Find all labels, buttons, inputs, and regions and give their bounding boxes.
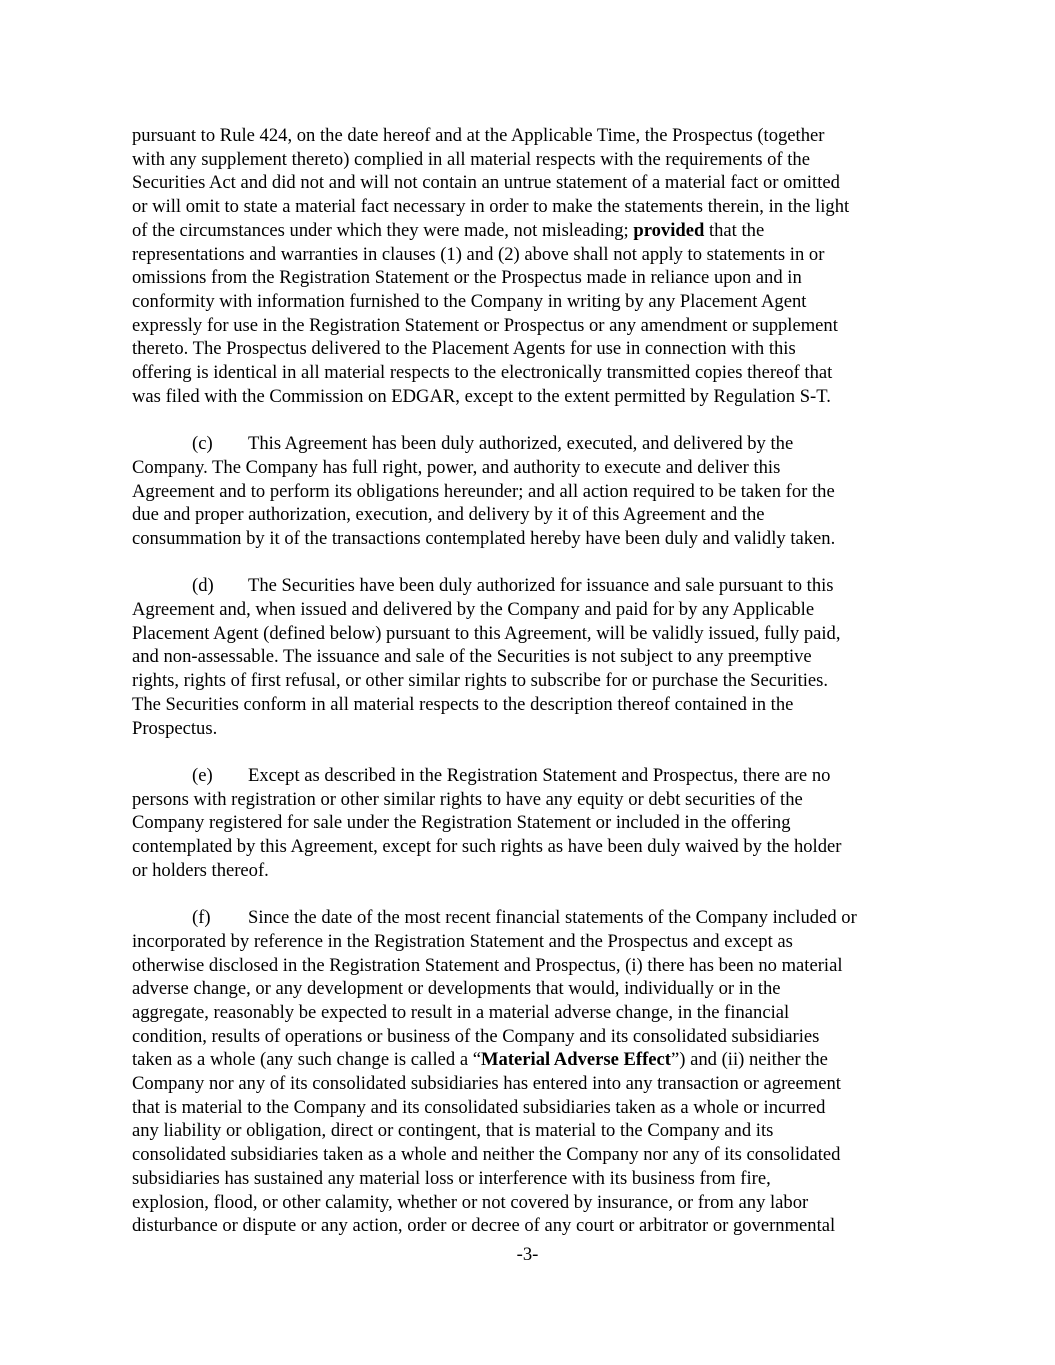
text-line: with any supplement thereto) complied in all material respects with the requirements of the bbox=[132, 148, 810, 170]
clause-label: (e) bbox=[192, 764, 213, 786]
text-line: The Securities conform in all material respects to the description thereof contained in the bbox=[132, 693, 794, 715]
text-line: contemplated by this Agreement, except for such rights as have been duly waived by the holder bbox=[132, 836, 842, 858]
text-line: incorporated by reference in the Registration Statement and the Prospectus and except as bbox=[132, 930, 793, 952]
text-line: due and proper authorization, execution, and delivery by it of this Agreement and the bbox=[132, 504, 765, 526]
text-line: Company registered for sale under the Registration Statement or included in the offering bbox=[132, 812, 791, 834]
text-line: Company. The Company has full right, power, and authority to execute and deliver this bbox=[132, 456, 781, 478]
text-line: adverse change, or any development or developments that would, individually or in the bbox=[132, 978, 781, 1000]
text-line: Securities Act and did not and will not contain an untrue statement of a material fact or omitted bbox=[132, 172, 840, 194]
text-segment: of the circumstances under which they were made, not misleading; bbox=[132, 219, 634, 241]
text-line: condition, results of operations or business of the Company and its consolidated subsidiaries bbox=[132, 1025, 820, 1047]
paragraph-d bbox=[132, 574, 932, 740]
text-segment: Except as described in the Registration Statement and Prospectus, there are no bbox=[248, 764, 831, 786]
text-line bbox=[132, 432, 932, 456]
text-line: subsidiaries has sustained any material loss or interference with its business from fire, bbox=[132, 1167, 771, 1189]
text-line: any liability or obligation, direct or contingent, that is material to the Company and its bbox=[132, 1120, 774, 1142]
text-line: pursuant to Rule 424, on the date hereof and at the Applicable Time, the Prospectus (together bbox=[132, 125, 825, 146]
text-line: thereto. The Prospectus delivered to the Placement Agents for use in connection with this bbox=[132, 338, 796, 360]
paragraph-f bbox=[132, 906, 932, 1238]
text-line: consolidated subsidiaries taken as a whole and neither the Company nor any of its consolidated bbox=[132, 1144, 841, 1166]
bold-term-material-adverse-effect: Material Adverse Effect bbox=[481, 1049, 671, 1071]
text-line: or holders thereof. bbox=[132, 859, 269, 881]
text-line: conformity with information furnished to the Company in writing by any Placement Agent bbox=[132, 290, 807, 312]
clause-label: (f) bbox=[192, 907, 211, 929]
text-segment: taken as a whole (any such change is called a “ bbox=[132, 1049, 481, 1071]
text-line bbox=[132, 906, 932, 930]
text-segment: This Agreement has been duly authorized, executed, and delivered by the bbox=[248, 433, 794, 455]
paragraph-b-continuation bbox=[132, 124, 932, 408]
page-number: -3- bbox=[516, 1244, 539, 1265]
text-line: was filed with the Commission on EDGAR, except to the extent permitted by Regulation S-T. bbox=[132, 385, 831, 407]
text-line: disturbance or dispute or any action, order or decree of any court or arbitrator or governmental bbox=[132, 1215, 836, 1237]
text-segment: ”) and (ii) neither the bbox=[671, 1049, 828, 1071]
text-line: or will omit to state a material fact necessary in order to make the statements therein, in the light bbox=[132, 196, 850, 218]
text-line: rights, rights of first refusal, or other similar rights to subscribe for or purchase the Securities. bbox=[132, 670, 829, 692]
text-line: expressly for use in the Registration Statement or Prospectus or any amendment or supplement bbox=[132, 314, 838, 336]
paragraph-c bbox=[132, 432, 932, 551]
text-segment: Since the date of the most recent financial statements of the Company included or bbox=[248, 907, 857, 929]
text-line: Prospectus. bbox=[132, 717, 218, 739]
clause-label: (d) bbox=[192, 575, 214, 597]
text-line: explosion, flood, or other calamity, whether or not covered by insurance, or from any labor bbox=[132, 1191, 809, 1213]
text-line bbox=[132, 219, 932, 243]
clause-label: (c) bbox=[192, 433, 213, 455]
text-line bbox=[132, 574, 932, 598]
bold-term-provided: provided bbox=[633, 219, 705, 241]
text-line bbox=[132, 764, 932, 788]
text-line: representations and warranties in clauses (1) and (2) above shall not apply to statements in or bbox=[132, 243, 825, 265]
text-line: Company nor any of its consolidated subsidiaries has entered into any transaction or agreement bbox=[132, 1073, 841, 1095]
text-line: Placement Agent (defined below) pursuant to this Agreement, will be validly issued, fully paid, bbox=[132, 622, 841, 644]
text-line: that is material to the Company and its consolidated subsidiaries taken as a whole or incurred bbox=[132, 1096, 826, 1118]
text-line: omissions from the Registration Statement or the Prospectus made in reliance upon and in bbox=[132, 267, 802, 289]
text-line: aggregate, reasonably be expected to result in a material adverse change, in the financial bbox=[132, 1001, 790, 1023]
text-segment: that the bbox=[704, 219, 765, 241]
text-line: offering is identical in all material respects to the electronically transmitted copies thereof that bbox=[132, 362, 833, 384]
text-line: persons with registration or other similar rights to have any equity or debt securities of the bbox=[132, 788, 803, 810]
text-line: Agreement and, when issued and delivered by the Company and paid for by any Applicable bbox=[132, 599, 815, 621]
text-line bbox=[132, 1048, 932, 1072]
text-line: otherwise disclosed in the Registration Statement and Prospectus, (i) there has been no material bbox=[132, 954, 843, 976]
text-line: Agreement and to perform its obligations hereunder; and all action required to be taken for the bbox=[132, 480, 835, 502]
text-line: and non-assessable. The issuance and sale of the Securities is not subject to any preemptive bbox=[132, 646, 812, 668]
paragraph-e bbox=[132, 764, 932, 883]
document-page bbox=[132, 124, 932, 1262]
text-line: consummation by it of the transactions contemplated hereby have been duly and validly taken. bbox=[132, 527, 836, 549]
text-segment: The Securities have been duly authorized for issuance and sale pursuant to this bbox=[248, 575, 834, 597]
